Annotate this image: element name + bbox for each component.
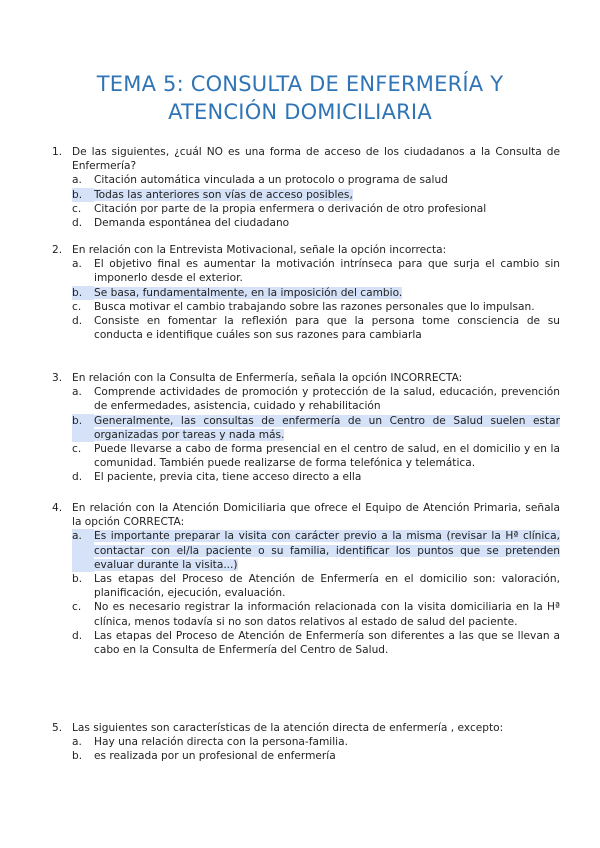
- option-2c: c. Busca motivar el cambio trabajando sobre las razones personales que lo impulsan.: [72, 300, 535, 313]
- option-2a: a. El objetivo final es aumentar la motivación intrínseca para que surja el cambio sin imponerlo desde el exterior.: [72, 258, 560, 285]
- question-number: 4.: [52, 502, 63, 514]
- option-3c: c. Puede llevarse a cabo de forma presencial en el centro de salud, en el domicilio y en la comunidad. También puede realizarse de forma telefónica y telemática.: [72, 443, 560, 470]
- option-3a: a. Comprende actividades de promoción y protección de la salud, educación, prevención de enfermedades, asistencia, cuidado y rehabilitación: [72, 386, 560, 413]
- option-1d: d. Demanda espontánea del ciudadano: [72, 217, 290, 230]
- option-5b: b. es realizada por un profesional de enfermería: [72, 750, 336, 763]
- option-2d: d. Consiste en fomentar la reflexión para que la persona tome consciencia de su conducta e identifique cuáles son sus razones para cambiarla: [72, 315, 560, 342]
- option-4b: b. Las etapas del Proceso de Atención de Enfermería en el domicilio son: valoración, planificación, ejecución, evaluación.: [72, 573, 560, 600]
- option-4d: d. Las etapas del Proceso de Atención de Enfermería son diferentes a las que se llevan a cabo en la Consulta de Enfermería del Centro de Salud.: [72, 629, 560, 657]
- option-1c: c. Citación por parte de la propia enfermera o derivación de otro profesional: [72, 202, 487, 215]
- option-3b: b. Generalmente, las consultas de enfermería de un Centro de Salud suelen estar organizadas por tareas y nada más.: [72, 414, 560, 441]
- highlighted-answer: Generalmente, las consultas de enfermería de un Centro de Salud suelen estar organizadas por tareas y nada más.: [94, 414, 560, 441]
- question-number: 1.: [52, 146, 63, 158]
- question-text: Las siguientes son características de la atención directa de enfermería , excepto:: [72, 722, 504, 734]
- question-text: En relación con la Entrevista Motivacional, señale la opción incorrecta:: [72, 244, 447, 256]
- highlighted-answer: Es importante preparar la visita con carácter previo a la misma (revisar la Hª clínica, contactar con el/la paciente o su familia, identificar los puntos que se pretenden evaluar durante la visita...): [94, 530, 560, 571]
- question-text: De las siguientes, ¿cuál NO es una forma de acceso de los ciudadanos a la Consulta de Enfermería?: [72, 146, 560, 173]
- question-number: 3.: [52, 372, 63, 384]
- highlighted-answer: Todas las anteriores son vías de acceso posibles,: [94, 188, 353, 201]
- question-3: [52, 371, 560, 485]
- option-4c: c. No es necesario registrar la información relacionada con la visita domiciliaria en la Hª clínica, menos todavía si no son datos relativos al estado de salud del paciente.: [72, 601, 560, 628]
- question-4: [52, 501, 560, 657]
- question-text: En relación con la Consulta de Enfermería, señala la opción INCORRECTA:: [72, 372, 463, 384]
- highlighted-answer: Se basa, fundamentalmente, en la imposición del cambio.: [94, 286, 403, 299]
- option-5a: a. Hay una relación directa con la persona-familia.: [72, 736, 348, 749]
- option-2b: b. Se basa, fundamentalmente, en la imposición del cambio.: [72, 286, 403, 299]
- question-number: 2.: [52, 244, 63, 256]
- option-4a: a. Es importante preparar la visita con carácter previo a la misma (revisar la Hª clínica, contactar con el/la paciente o su familia, identificar los puntos que se pretenden evaluar durante la visita...): [72, 530, 560, 571]
- question-text: En relación con la Atención Domiciliaria que ofrece el Equipo de Atención Primaria, señala la opción CORRECTA:: [72, 502, 560, 529]
- question-number: 5.: [52, 722, 63, 734]
- question-1: [52, 145, 560, 230]
- title-line-2: ATENCIÓN DOMICILIARIA: [168, 100, 432, 124]
- option-1b: b. Todas las anteriores son vías de acceso posibles,: [72, 188, 353, 201]
- title-line-1: TEMA 5: CONSULTA DE ENFERMERÍA Y: [96, 72, 504, 96]
- option-1a: a. Citación automática vinculada a un protocolo o programa de salud: [72, 174, 448, 187]
- question-2: [52, 243, 560, 342]
- option-3d: d. El paciente, previa cita, tiene acceso directo a ella: [72, 471, 362, 484]
- page-title: [0, 70, 600, 126]
- question-5: [52, 721, 560, 764]
